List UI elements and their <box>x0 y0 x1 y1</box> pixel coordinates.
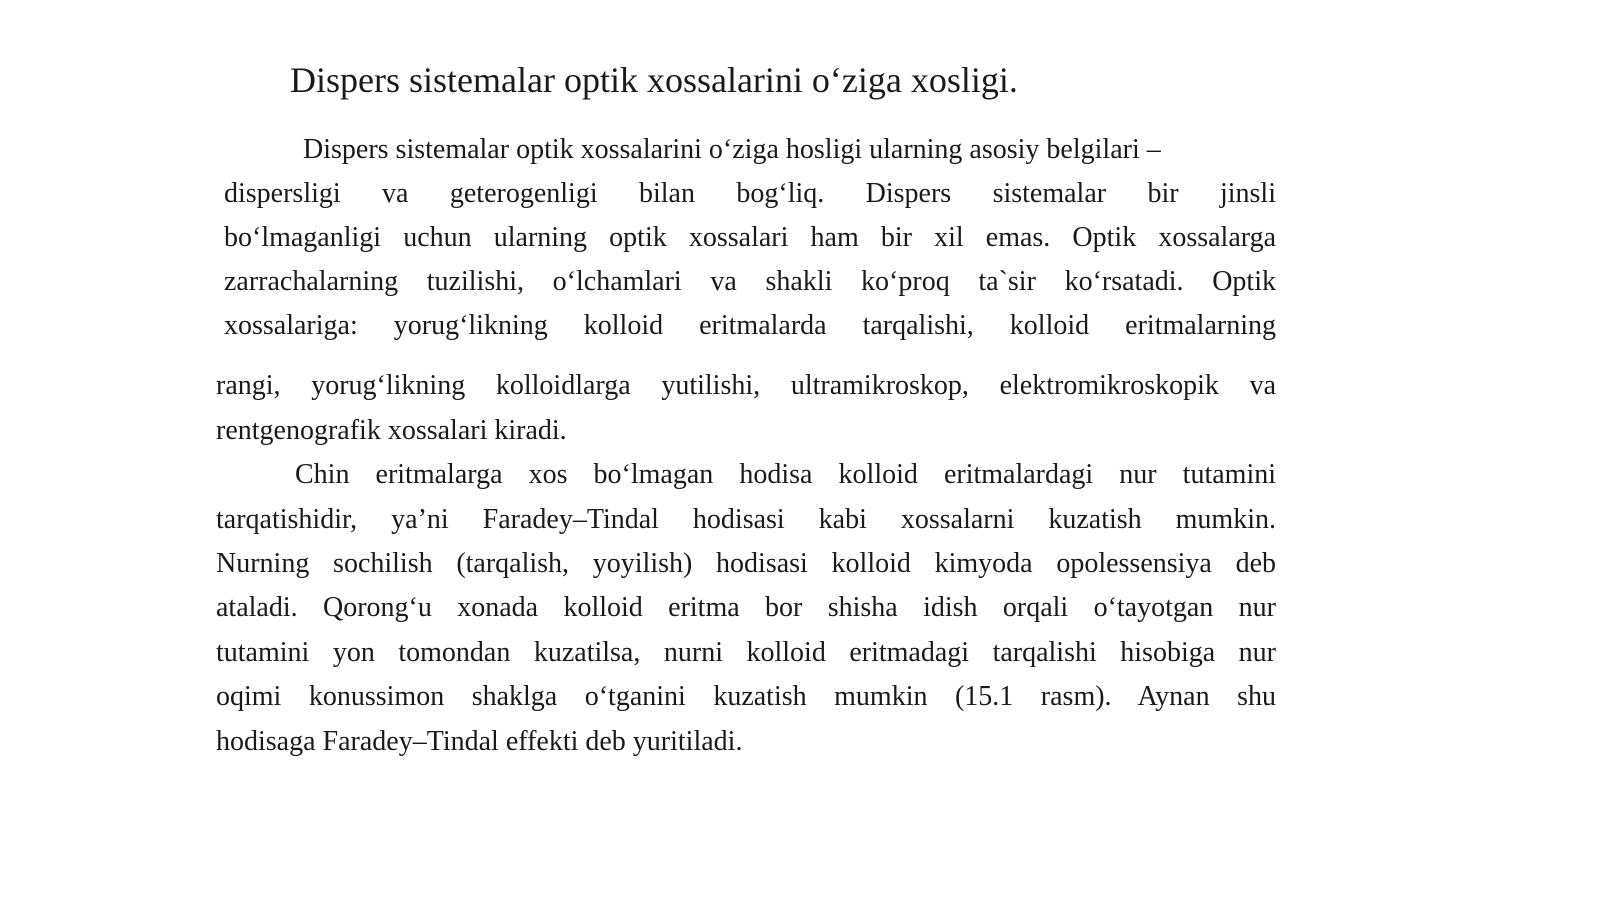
paragraph-2-line-1: Chin eritmalarga xos bo‘lmagan hodisa kolloid eritmalardagi nur tutamini <box>295 459 1276 490</box>
document-title: Dispers sistemalar optik xossalarini o‘ziga xosligi. <box>290 60 1018 100</box>
paragraph-1-line-2: dispersligi va geterogenligi bilan bog‘liq. Dispers sistemalar bir jinsli <box>224 178 1276 209</box>
paragraph-1-line-3: bo‘lmaganligi uchun ularning optik xossalari ham bir xil emas. Optik xossalarga <box>224 222 1276 253</box>
paragraph-1-line-1: Dispers sistemalar optik xossalarini o‘ziga hosligi ularning asosiy belgilari – <box>303 134 1161 165</box>
paragraph-1-line-4: zarrachalarning tuzilishi, o‘lchamlari va shakli ko‘proq ta`sir ko‘rsatadi. Optik <box>224 266 1276 297</box>
paragraph-2-line-4: ataladi. Qorong‘u xonada kolloid eritma bor shisha idish orqali o‘tayotgan nur <box>216 592 1276 623</box>
paragraph-1-line-5: xossalariga: yorug‘likning kolloid eritmalarda tarqalishi, kolloid eritmalarning <box>224 310 1276 341</box>
paragraph-2-line-6: oqimi konussimon shaklga o‘tganini kuzatish mumkin (15.1 rasm). Aynan shu <box>216 681 1276 712</box>
paragraph-2-line-2: tarqatishidir, ya’ni Faradey–Tindal hodisasi kabi xossalarni kuzatish mumkin. <box>216 504 1276 535</box>
paragraph-2-line-5: tutamini yon tomondan kuzatilsa, nurni kolloid eritmadagi tarqalishi hisobiga nur <box>216 637 1276 668</box>
paragraph-2-line-7: hodisaga Faradey–Tindal effekti deb yuritiladi. <box>216 726 743 757</box>
paragraph-2-line-3: Nurning sochilish (tarqalish, yoyilish) hodisasi kolloid kimyoda opolessensiya deb <box>216 548 1276 579</box>
paragraph-1-line-7: rentgenografik xossalari kiradi. <box>216 415 567 446</box>
paragraph-1-line-6: rangi, yorug‘likning kolloidlarga yutilishi, ultramikroskop, elektromikroskopik va <box>216 370 1276 401</box>
